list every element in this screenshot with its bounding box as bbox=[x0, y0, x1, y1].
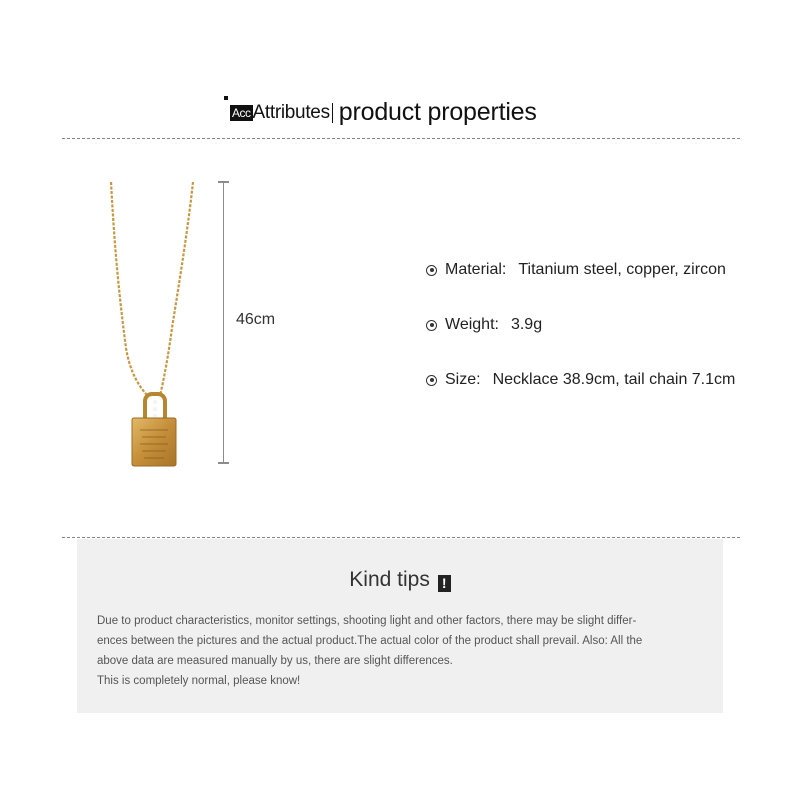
tips-body bbox=[97, 611, 717, 691]
spec-weight bbox=[426, 316, 542, 334]
dimension-ruler bbox=[223, 182, 224, 463]
tips-line: above data are measured manually by us, there are slight differences. bbox=[97, 655, 453, 667]
top-dashed-divider bbox=[62, 138, 740, 139]
bullet-icon bbox=[426, 320, 437, 331]
bullet-icon bbox=[426, 375, 437, 386]
header-attributes-label: Attributes bbox=[252, 102, 330, 123]
tips-line: Due to product characteristics, monitor settings, shooting light and other factors, there may be slight differ- bbox=[97, 615, 637, 627]
spec-label: Material: bbox=[445, 261, 507, 278]
spec-label: Weight: bbox=[445, 316, 499, 333]
ruler-bottom-cap bbox=[218, 462, 229, 464]
necklace-image bbox=[100, 178, 210, 473]
spec-value: Titanium steel, copper, zircon bbox=[518, 261, 726, 278]
header-dot-icon bbox=[224, 96, 228, 100]
bottom-dashed-divider bbox=[62, 537, 740, 538]
tips-title bbox=[0, 568, 800, 592]
bullet-icon bbox=[426, 265, 437, 276]
dimension-label: 46cm bbox=[236, 311, 276, 328]
tips-title-text: Kind tips bbox=[349, 568, 430, 591]
spec-value: Necklace 38.9cm, tail chain 7.1cm bbox=[492, 371, 736, 388]
spec-material bbox=[426, 261, 726, 279]
spec-size bbox=[426, 371, 735, 389]
header-divider bbox=[332, 103, 333, 123]
warning-icon: ! bbox=[438, 575, 451, 592]
section-header bbox=[222, 92, 537, 132]
tips-line: This is completely normal, please know! bbox=[97, 675, 301, 687]
tips-line: ences between the pictures and the actual product.The actual color of the product shall prevail. Also: All the bbox=[97, 635, 643, 647]
header-badge: Acc bbox=[232, 106, 251, 120]
page-title: product properties bbox=[338, 98, 537, 126]
spec-value: 3.9g bbox=[510, 316, 543, 333]
spec-label: Size: bbox=[445, 371, 481, 388]
